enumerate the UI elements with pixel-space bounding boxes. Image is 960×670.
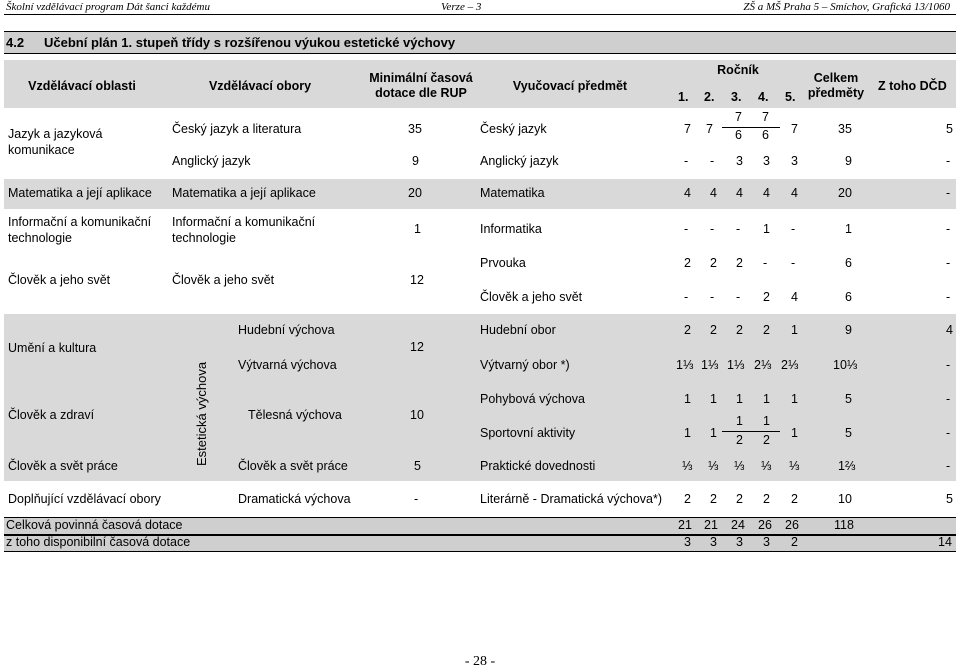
celk-label: Celková povinná časová dotace <box>6 518 183 532</box>
page-header <box>0 0 960 14</box>
inf-grade-4: 1 <box>763 222 770 236</box>
dopl-grade-5: 2 <box>791 492 798 506</box>
inf-area-1: Informační a komunikační <box>8 215 152 229</box>
inf-field-1: Informační a komunikační <box>172 215 316 229</box>
prace-subject: Praktické dovednosti <box>480 459 596 473</box>
inf-grade-3: - <box>736 222 741 236</box>
clovek-min: 12 <box>410 273 424 287</box>
prv-total: 6 <box>845 256 852 270</box>
mat-area: Matematika a její aplikace <box>8 186 152 200</box>
vv-dcd: - <box>946 358 951 372</box>
cj-subject: Český jazyk <box>480 122 547 136</box>
header-center: Verze – 3 <box>441 1 482 13</box>
aj-grade-2: - <box>710 154 715 168</box>
cjs-grade-2: - <box>710 290 715 304</box>
mat-total: 20 <box>838 186 852 200</box>
mat-field: Matematika a její aplikace <box>172 186 316 200</box>
pv-grade-2: 1 <box>710 392 717 406</box>
prace-area: Člověk a svět práce <box>8 459 118 473</box>
cjs-grade-1: - <box>684 290 689 304</box>
sa-grade-3-top: 1 <box>736 414 743 428</box>
grade-4-header: 4. <box>758 90 769 104</box>
umeni-area: Umění a kultura <box>8 341 97 355</box>
dopl-grade-3: 2 <box>736 492 743 506</box>
prv-grade-2: 2 <box>710 256 717 270</box>
grade-3-header: 3. <box>731 90 742 104</box>
pv-grade-1: 1 <box>684 392 691 406</box>
col-min-header-1: Minimální časová <box>369 71 473 85</box>
cjs-grade-4: 2 <box>763 290 770 304</box>
mat-grade-5: 4 <box>791 186 798 200</box>
grade-2-header: 2. <box>704 90 715 104</box>
celk-total: 118 <box>834 518 854 532</box>
disp-grade-3: 3 <box>736 535 743 549</box>
col-dcd-header: Z toho DČD <box>878 79 947 93</box>
jazyk-area-2: komunikace <box>8 143 75 157</box>
sa-grade-4-bottom: 2 <box>763 433 770 447</box>
sa-grade-1: 1 <box>684 426 691 440</box>
prv-dcd: - <box>946 256 951 270</box>
cj-dcd: 5 <box>946 122 953 136</box>
prace-grade-1: ⅓ <box>682 459 693 473</box>
mat-dcd: - <box>946 186 951 200</box>
aj-grade-3: 3 <box>736 154 743 168</box>
inf-dcd: - <box>946 222 951 236</box>
pv-grade-4: 1 <box>763 392 770 406</box>
dopl-field: Dramatická výchova <box>238 492 351 506</box>
inf-grade-2: - <box>710 222 715 236</box>
prace-dcd: - <box>946 459 951 473</box>
celk-grade-4: 26 <box>758 518 772 532</box>
disp-grade-4: 3 <box>763 535 770 549</box>
prv-subject: Prvouka <box>480 256 526 270</box>
cj-min: 35 <box>408 122 422 136</box>
section-title <box>4 31 956 54</box>
hv-grade-5: 1 <box>791 323 798 337</box>
hv-subject: Hudební obor <box>480 323 556 337</box>
inf-grade-1: - <box>684 222 689 236</box>
vv-total: 10⅓ <box>833 358 858 372</box>
cj-grade-4-bottom: 6 <box>762 128 769 142</box>
mat-grade-1: 4 <box>684 186 691 200</box>
tv-min: 10 <box>410 408 424 422</box>
aj-grade-4: 3 <box>763 154 770 168</box>
prace-grade-3: ⅓ <box>734 459 745 473</box>
aj-min: 9 <box>412 154 419 168</box>
cj-grade-5: 7 <box>791 122 798 136</box>
prace-grade-4: ⅓ <box>761 459 772 473</box>
cjs-total: 6 <box>845 290 852 304</box>
hv-dcd: 4 <box>946 323 953 337</box>
dopl-grade-1: 2 <box>684 492 691 506</box>
vv-grade-2: 1⅓ <box>701 358 719 372</box>
cjs-grade-3: - <box>736 290 741 304</box>
col-field-header: Vzdělávací obory <box>208 79 312 93</box>
section-text: Učební plán 1. stupeň třídy s rozšířenou výukou estetické výchovy <box>44 35 456 50</box>
pv-subject: Pohybová výchova <box>480 392 585 406</box>
pv-grade-5: 1 <box>791 392 798 406</box>
cj-grade-4-top: 7 <box>762 110 769 124</box>
vv-grade-3: 1⅓ <box>727 358 745 372</box>
prace-grade-5: ⅓ <box>789 459 800 473</box>
grade-1-header: 1. <box>678 90 689 104</box>
vv-grade-5: 2⅓ <box>781 358 799 372</box>
grade-5-header: 5. <box>785 90 796 104</box>
dopl-min: - <box>414 492 419 506</box>
prv-grade-1: 2 <box>684 256 691 270</box>
aj-total: 9 <box>845 154 852 168</box>
celk-grade-3: 24 <box>731 518 745 532</box>
cjs-grade-5: 4 <box>791 290 798 304</box>
prace-field: Člověk a svět práce <box>238 459 348 473</box>
disp-label: z toho disponibilní časová dotace <box>6 535 191 549</box>
header-left: Školní vzdělávací program Dát šanci každému <box>6 1 210 13</box>
inf-area-2: technologie <box>8 231 72 245</box>
inf-field-2: technologie <box>172 231 236 245</box>
page-number: - 28 - <box>464 654 496 669</box>
celk-grade-2: 21 <box>704 518 718 532</box>
clovek-field: Člověk a jeho svět <box>172 273 275 287</box>
cj-field: Český jazyk a literatura <box>172 122 302 136</box>
dopl-area: Doplňující vzdělávací obory <box>8 492 161 506</box>
col-area-header: Vzdělávací oblasti <box>28 79 136 93</box>
aj-field: Anglický jazyk <box>172 154 251 168</box>
zdravi-area: Člověk a zdraví <box>8 408 95 422</box>
prace-grade-2: ⅓ <box>708 459 719 473</box>
col-total-header-2: předměty <box>807 86 865 100</box>
inf-subject: Informatika <box>480 222 542 236</box>
inf-grade-5: - <box>791 222 796 236</box>
celk-grade-1: 21 <box>678 518 692 532</box>
aj-dcd: - <box>946 154 951 168</box>
hv-grade-3: 2 <box>736 323 743 337</box>
header-right: ZŠ a MŠ Praha 5 – Smíchov, Grafická 13/1060 <box>743 1 950 13</box>
col-rocnik-header: Ročník <box>717 63 759 77</box>
dopl-subject: Literárně - Dramatická výchova*) <box>480 492 663 506</box>
sa-grade-3-bottom: 2 <box>736 433 743 447</box>
mat-subject: Matematika <box>480 186 545 200</box>
dopl-grade-4: 2 <box>763 492 770 506</box>
clovek-area: Člověk a jeho svět <box>8 273 111 287</box>
jazyk-area-1: Jazyk a jazyková <box>8 127 103 141</box>
col-subject-header: Vyučovací předmět <box>512 79 628 93</box>
sa-fraction-rule <box>722 431 780 432</box>
pv-total: 5 <box>845 392 852 406</box>
disp-grade-5: 2 <box>791 535 798 549</box>
sa-total: 5 <box>845 426 852 440</box>
mat-grade-2: 4 <box>710 186 717 200</box>
hv-grade-4: 2 <box>763 323 770 337</box>
mat-grade-4: 4 <box>763 186 770 200</box>
sa-grade-4-top: 1 <box>763 414 770 428</box>
section-number: 4.2 <box>6 35 25 50</box>
dopl-dcd: 5 <box>946 492 953 506</box>
prv-grade-5: - <box>791 256 796 270</box>
cj-grade-1: 7 <box>684 122 691 136</box>
vv-field: Výtvarná výchova <box>238 358 337 372</box>
vv-grade-4: 2⅓ <box>754 358 772 372</box>
disp-grade-2: 3 <box>710 535 717 549</box>
aj-subject: Anglický jazyk <box>480 154 559 168</box>
prv-grade-4: - <box>763 256 768 270</box>
cj-grade-3-top: 7 <box>735 110 742 124</box>
hv-grade-1: 2 <box>684 323 691 337</box>
mat-min: 20 <box>408 186 422 200</box>
prv-grade-3: 2 <box>736 256 743 270</box>
inf-total: 1 <box>845 222 852 236</box>
cj-fraction-rule <box>722 127 780 128</box>
aj-grade-5: 3 <box>791 154 798 168</box>
sa-dcd: - <box>946 426 951 440</box>
tv-field: Tělesná výchova <box>248 408 342 422</box>
vv-subject: Výtvarný obor *) <box>480 358 570 372</box>
header-rule <box>4 14 956 15</box>
pv-dcd: - <box>946 392 951 406</box>
cj-total: 35 <box>838 122 852 136</box>
sa-grade-5: 1 <box>791 426 798 440</box>
mat-grade-3: 4 <box>736 186 743 200</box>
col-total-header-1: Celkem <box>813 71 859 85</box>
cjs-subject: Člověk a jeho svět <box>480 290 583 304</box>
dopl-grade-2: 2 <box>710 492 717 506</box>
prace-total: 1⅔ <box>838 459 856 473</box>
pv-grade-3: 1 <box>736 392 743 406</box>
cjs-dcd: - <box>946 290 951 304</box>
cj-grade-2: 7 <box>706 122 713 136</box>
cj-grade-3-bottom: 6 <box>735 128 742 142</box>
sa-grade-2: 1 <box>710 426 717 440</box>
inf-min: 1 <box>414 222 421 236</box>
celk-grade-5: 26 <box>785 518 799 532</box>
estetic-vertical-label: Estetická výchova <box>194 361 209 466</box>
hv-field: Hudební výchova <box>238 323 335 337</box>
aj-grade-1: - <box>684 154 689 168</box>
disp-grade-1: 3 <box>684 535 691 549</box>
hv-grade-2: 2 <box>710 323 717 337</box>
umeni-min: 12 <box>410 340 424 354</box>
sa-subject: Sportovní aktivity <box>480 426 576 440</box>
disp-dcd: 14 <box>938 535 952 549</box>
prace-min: 5 <box>414 459 421 473</box>
dopl-total: 10 <box>838 492 852 506</box>
col-min-header-2: dotace dle RUP <box>375 86 467 100</box>
vv-grade-1: 1⅓ <box>676 358 694 372</box>
hv-total: 9 <box>845 323 852 337</box>
